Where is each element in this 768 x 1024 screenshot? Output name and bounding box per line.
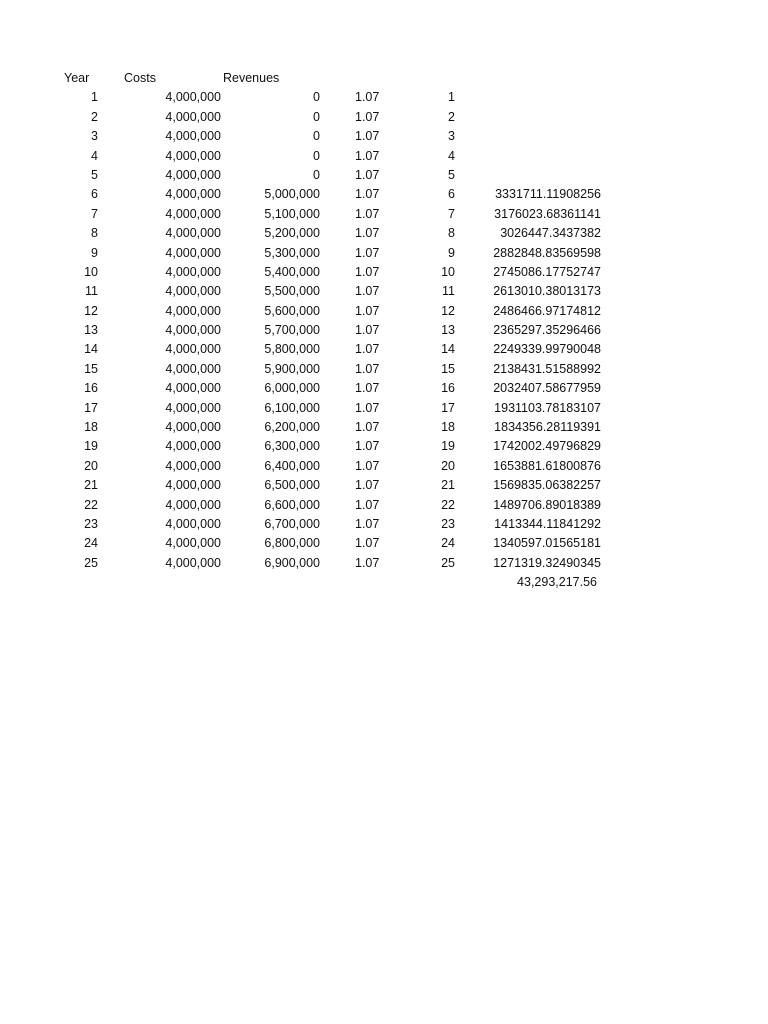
rate-cell: 1.07 bbox=[355, 555, 380, 570]
revenue-cell: 6,900,000 bbox=[264, 555, 320, 570]
table-row bbox=[0, 88, 768, 107]
index-cell: 5 bbox=[448, 167, 455, 182]
revenue-cell: 6,000,000 bbox=[264, 381, 320, 396]
table-row bbox=[0, 108, 768, 127]
index-cell: 14 bbox=[441, 342, 455, 357]
present-value-cell: 2032407.58677959 bbox=[493, 381, 601, 396]
rate-cell: 1.07 bbox=[355, 361, 380, 376]
present-value-cell: 2613010.38013173 bbox=[493, 284, 601, 299]
year-cell: 2 bbox=[91, 109, 98, 124]
year-cell: 25 bbox=[84, 555, 98, 570]
costs-cell: 4,000,000 bbox=[165, 381, 221, 396]
table-row bbox=[0, 321, 768, 340]
revenue-cell: 0 bbox=[313, 148, 320, 163]
rate-cell: 1.07 bbox=[355, 264, 380, 279]
table-row bbox=[0, 399, 768, 418]
costs-cell: 4,000,000 bbox=[165, 420, 221, 435]
year-cell: 3 bbox=[91, 129, 98, 144]
present-value-cell: 2365297.35296466 bbox=[493, 323, 601, 338]
costs-cell: 4,000,000 bbox=[165, 516, 221, 531]
index-cell: 11 bbox=[442, 284, 455, 299]
rate-cell: 1.07 bbox=[355, 129, 380, 144]
revenue-cell: 5,300,000 bbox=[264, 245, 320, 260]
costs-cell: 4,000,000 bbox=[165, 400, 221, 415]
revenue-cell: 5,900,000 bbox=[264, 361, 320, 376]
present-value-cell: 1834356.28119391 bbox=[494, 420, 601, 435]
table-row bbox=[0, 418, 768, 437]
costs-cell: 4,000,000 bbox=[165, 148, 221, 163]
index-cell: 10 bbox=[441, 264, 455, 279]
table-row bbox=[0, 534, 768, 553]
costs-cell: 4,000,000 bbox=[165, 497, 221, 512]
revenue-cell: 0 bbox=[313, 109, 320, 124]
present-value-cell: 1653881.61800876 bbox=[493, 458, 601, 473]
year-cell: 1 bbox=[91, 90, 98, 105]
costs-cell: 4,000,000 bbox=[165, 90, 221, 105]
index-cell: 2 bbox=[448, 109, 455, 124]
present-value-cell bbox=[470, 108, 601, 127]
present-value-cell: 1569835.06382257 bbox=[493, 478, 601, 493]
table-row bbox=[0, 496, 768, 515]
present-value-cell: 1489706.89018389 bbox=[493, 497, 601, 512]
revenue-cell: 6,400,000 bbox=[264, 458, 320, 473]
costs-cell: 4,000,000 bbox=[165, 361, 221, 376]
index-cell: 16 bbox=[441, 381, 455, 396]
index-cell: 8 bbox=[448, 226, 455, 241]
rate-cell: 1.07 bbox=[355, 497, 380, 512]
present-value-cell bbox=[470, 166, 601, 185]
index-cell: 25 bbox=[441, 555, 455, 570]
rate-cell: 1.07 bbox=[355, 342, 380, 357]
costs-cell: 4,000,000 bbox=[165, 342, 221, 357]
rate-cell: 1.07 bbox=[355, 478, 380, 493]
revenue-cell: 6,100,000 bbox=[264, 400, 320, 415]
present-value-cell: 3026447.3437382 bbox=[500, 226, 601, 241]
rate-cell: 1.07 bbox=[355, 187, 380, 202]
rate-cell: 1.07 bbox=[355, 109, 380, 124]
table-row bbox=[0, 360, 768, 379]
costs-cell: 4,000,000 bbox=[165, 284, 221, 299]
costs-cell: 4,000,000 bbox=[165, 536, 221, 551]
revenue-cell: 5,700,000 bbox=[264, 323, 320, 338]
year-cell: 15 bbox=[84, 361, 98, 376]
table-row bbox=[0, 205, 768, 224]
costs-cell: 4,000,000 bbox=[165, 439, 221, 454]
year-cell: 14 bbox=[84, 342, 98, 357]
costs-cell: 4,000,000 bbox=[165, 323, 221, 338]
index-cell: 15 bbox=[441, 361, 455, 376]
index-cell: 3 bbox=[448, 129, 455, 144]
rate-cell: 1.07 bbox=[355, 439, 380, 454]
costs-cell: 4,000,000 bbox=[165, 129, 221, 144]
costs-cell: 4,000,000 bbox=[165, 303, 221, 318]
rate-cell: 1.07 bbox=[355, 400, 380, 415]
costs-cell: 4,000,000 bbox=[165, 245, 221, 260]
revenue-cell: 5,100,000 bbox=[264, 206, 320, 221]
year-cell: 19 bbox=[84, 439, 98, 454]
year-cell: 4 bbox=[91, 148, 98, 163]
rate-cell: 1.07 bbox=[355, 90, 380, 105]
costs-cell: 4,000,000 bbox=[165, 167, 221, 182]
table-row bbox=[0, 127, 768, 146]
revenue-cell: 0 bbox=[313, 90, 320, 105]
present-value-cell: 1340597.01565181 bbox=[493, 536, 601, 551]
year-cell: 22 bbox=[84, 497, 98, 512]
year-cell: 7 bbox=[91, 206, 98, 221]
table-row bbox=[0, 147, 768, 166]
rate-cell: 1.07 bbox=[355, 536, 380, 551]
costs-cell: 4,000,000 bbox=[165, 478, 221, 493]
revenue-cell: 5,600,000 bbox=[264, 303, 320, 318]
present-value-cell: 2745086.17752747 bbox=[493, 264, 601, 279]
rate-cell: 1.07 bbox=[355, 167, 380, 182]
revenue-cell: 6,200,000 bbox=[264, 420, 320, 435]
index-cell: 20 bbox=[441, 458, 455, 473]
present-value-cell bbox=[470, 88, 601, 107]
revenue-cell: 6,300,000 bbox=[264, 439, 320, 454]
rate-cell: 1.07 bbox=[355, 245, 380, 260]
year-cell: 13 bbox=[84, 323, 98, 338]
rate-cell: 1.07 bbox=[355, 420, 380, 435]
index-cell: 21 bbox=[441, 478, 455, 493]
revenue-cell: 5,000,000 bbox=[264, 187, 320, 202]
index-cell: 24 bbox=[441, 536, 455, 551]
index-cell: 4 bbox=[448, 148, 455, 163]
present-value-cell bbox=[470, 147, 601, 166]
data-rows bbox=[0, 88, 768, 573]
index-cell: 23 bbox=[441, 516, 455, 531]
rate-cell: 1.07 bbox=[355, 284, 380, 299]
present-value-cell: 2249339.99790048 bbox=[493, 342, 601, 357]
year-cell: 12 bbox=[84, 303, 98, 318]
costs-cell: 4,000,000 bbox=[165, 555, 221, 570]
revenue-cell: 6,800,000 bbox=[264, 536, 320, 551]
table-row bbox=[0, 437, 768, 456]
index-cell: 9 bbox=[448, 245, 455, 260]
year-cell: 8 bbox=[91, 226, 98, 241]
table-row bbox=[0, 282, 768, 301]
revenue-cell: 5,400,000 bbox=[264, 264, 320, 279]
header-year: Year bbox=[64, 71, 90, 85]
costs-cell: 4,000,000 bbox=[165, 458, 221, 473]
index-cell: 1 bbox=[448, 90, 455, 105]
present-value-cell: 1742002.49796829 bbox=[493, 439, 601, 454]
rate-cell: 1.07 bbox=[355, 148, 380, 163]
header-revenues: Revenues bbox=[223, 71, 280, 85]
present-value-cell: 2138431.51588992 bbox=[493, 361, 601, 376]
revenue-cell: 0 bbox=[313, 167, 320, 182]
present-value-cell: 1271319.32490345 bbox=[493, 555, 601, 570]
index-cell: 7 bbox=[448, 206, 455, 221]
header-costs: Costs bbox=[124, 71, 156, 85]
costs-cell: 4,000,000 bbox=[165, 226, 221, 241]
table-row bbox=[0, 166, 768, 185]
revenue-cell: 5,500,000 bbox=[264, 284, 320, 299]
rate-cell: 1.07 bbox=[355, 381, 380, 396]
present-value-cell: 3331711.11908256 bbox=[495, 187, 601, 202]
year-cell: 24 bbox=[84, 536, 98, 551]
index-cell: 17 bbox=[441, 400, 455, 415]
table-row bbox=[0, 224, 768, 243]
rate-cell: 1.07 bbox=[355, 226, 380, 241]
revenue-cell: 6,600,000 bbox=[264, 497, 320, 512]
table-row bbox=[0, 185, 768, 204]
year-cell: 5 bbox=[91, 167, 98, 182]
rate-cell: 1.07 bbox=[355, 323, 380, 338]
index-cell: 18 bbox=[441, 420, 455, 435]
total-present-value: 43,293,217.56 bbox=[517, 575, 597, 590]
year-cell: 11 bbox=[85, 284, 98, 299]
revenue-cell: 6,700,000 bbox=[264, 516, 320, 531]
present-value-cell: 2882848.83569598 bbox=[493, 245, 601, 260]
present-value-cell: 2486466.97174812 bbox=[493, 303, 601, 318]
year-cell: 23 bbox=[84, 516, 98, 531]
revenue-cell: 5,200,000 bbox=[264, 226, 320, 241]
year-cell: 6 bbox=[91, 187, 98, 202]
index-cell: 6 bbox=[448, 187, 455, 202]
table-row bbox=[0, 457, 768, 476]
total-row bbox=[0, 573, 768, 592]
index-cell: 19 bbox=[441, 439, 455, 454]
table-row bbox=[0, 244, 768, 263]
year-cell: 10 bbox=[84, 264, 98, 279]
spreadsheet bbox=[0, 69, 768, 593]
costs-cell: 4,000,000 bbox=[165, 109, 221, 124]
costs-cell: 4,000,000 bbox=[165, 187, 221, 202]
costs-cell: 4,000,000 bbox=[165, 264, 221, 279]
year-cell: 20 bbox=[84, 458, 98, 473]
rate-cell: 1.07 bbox=[355, 303, 380, 318]
present-value-cell: 3176023.68361141 bbox=[494, 206, 601, 221]
revenue-cell: 0 bbox=[313, 129, 320, 144]
table-row bbox=[0, 379, 768, 398]
revenue-cell: 5,800,000 bbox=[264, 342, 320, 357]
header-row bbox=[0, 69, 768, 88]
year-cell: 17 bbox=[84, 400, 98, 415]
table-row bbox=[0, 554, 768, 573]
year-cell: 16 bbox=[84, 381, 98, 396]
table-row bbox=[0, 340, 768, 359]
table-row bbox=[0, 515, 768, 534]
costs-cell: 4,000,000 bbox=[165, 206, 221, 221]
table-row bbox=[0, 263, 768, 282]
rate-cell: 1.07 bbox=[355, 516, 380, 531]
present-value-cell: 1413344.11841292 bbox=[494, 516, 601, 531]
present-value-cell: 1931103.78183107 bbox=[494, 400, 601, 415]
table-row bbox=[0, 476, 768, 495]
rate-cell: 1.07 bbox=[355, 206, 380, 221]
index-cell: 13 bbox=[441, 323, 455, 338]
year-cell: 21 bbox=[84, 478, 98, 493]
present-value-cell bbox=[470, 127, 601, 146]
year-cell: 18 bbox=[84, 420, 98, 435]
year-cell: 9 bbox=[91, 245, 98, 260]
index-cell: 22 bbox=[441, 497, 455, 512]
revenue-cell: 6,500,000 bbox=[264, 478, 320, 493]
index-cell: 12 bbox=[441, 303, 455, 318]
rate-cell: 1.07 bbox=[355, 458, 380, 473]
table-row bbox=[0, 302, 768, 321]
